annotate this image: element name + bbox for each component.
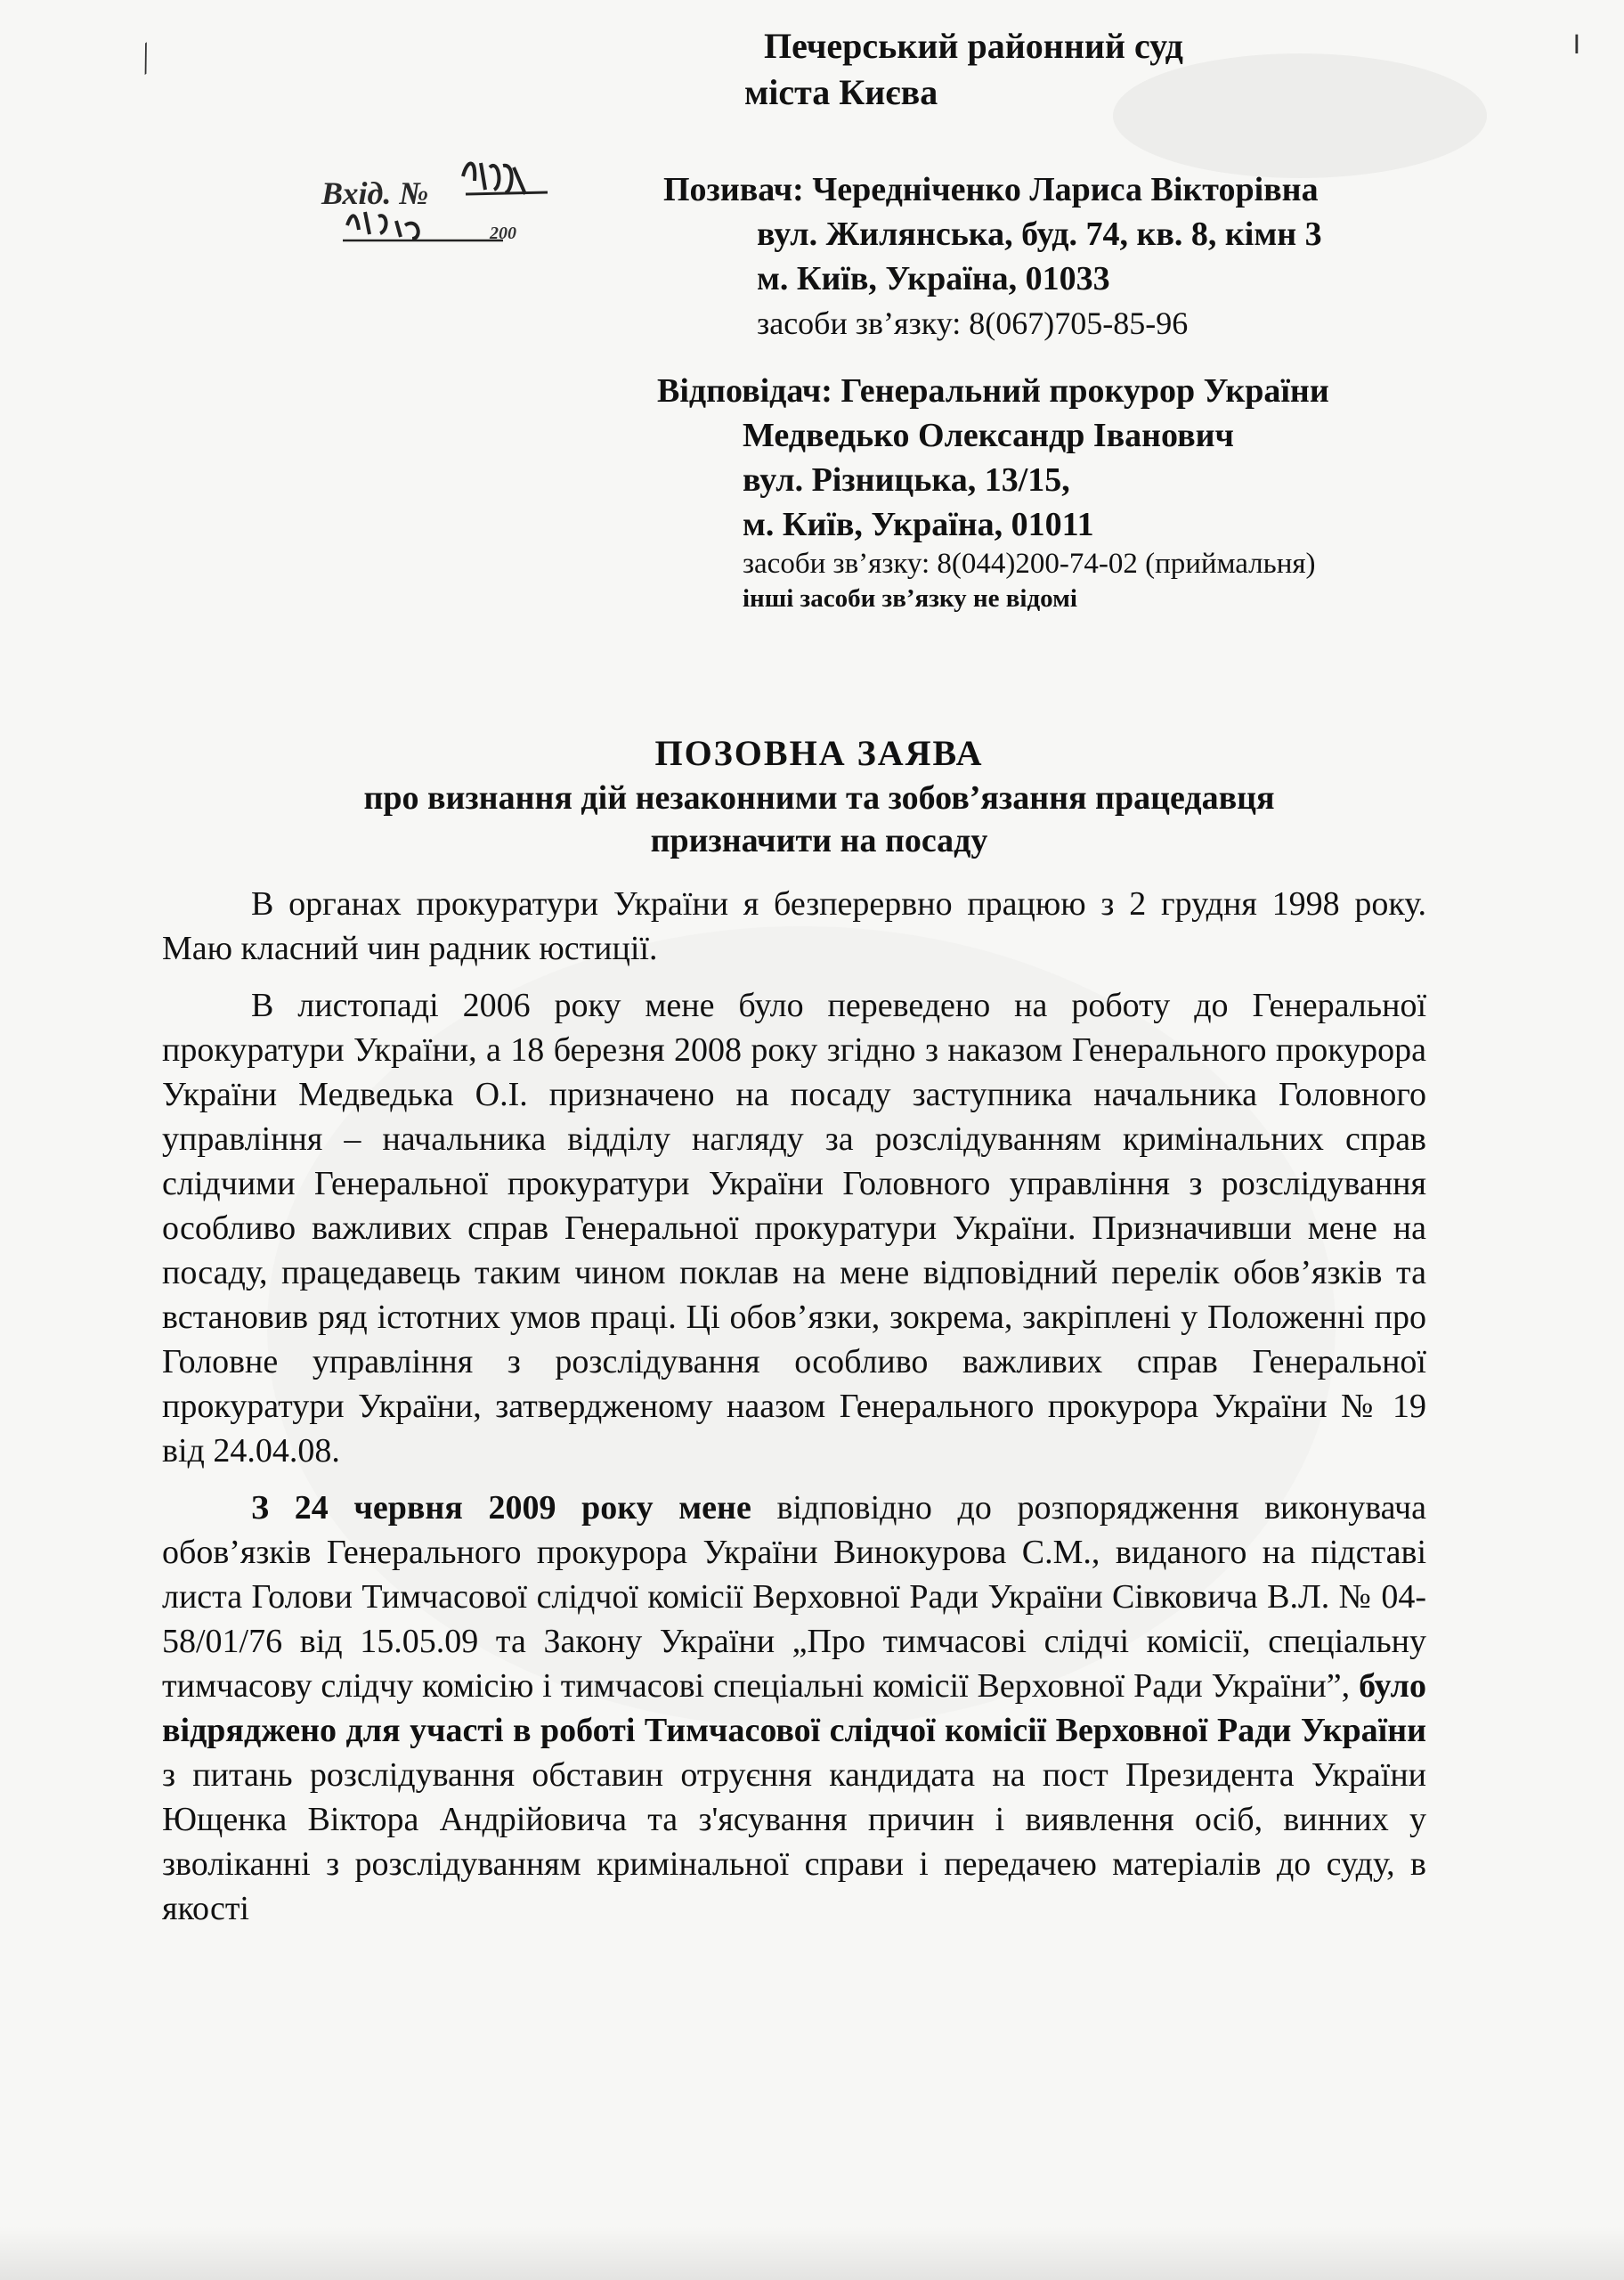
- document-body: [162, 882, 1426, 1943]
- paragraph-3-part2: з питань розслідування обставин отруєння кандидата на пост Президента України Ющенка Віктора Андрійовича та з'ясування причин і виявлення осіб, винних у зволіканні з розслідуванням кримінальної справи і передачею матеріалів до суду, в якості: [162, 1756, 1426, 1927]
- defendant-address-street: вул. Різницька, 13/15,: [743, 461, 1070, 499]
- handwritten-stamp-number-icon: [316, 141, 583, 265]
- plaintiff-heading: Позивач:: [663, 171, 804, 208]
- paragraph-3-bold-start: З 24 червня 2009 року мене: [251, 1489, 751, 1527]
- defendant-contact: засоби зв’язку: 8(044)200-74-02 (приймальня): [743, 548, 1316, 580]
- plaintiff-address-city: м. Київ, Україна, 01033: [757, 260, 1110, 297]
- plaintiff-contact: засоби зв’язку: 8(067)705-85-96: [757, 305, 1189, 341]
- defendant-other-contact: інші засоби зв’язку не відомі: [743, 584, 1077, 613]
- plaintiff-block: [663, 167, 1322, 346]
- court-header: [744, 23, 1298, 116]
- defendant-name: Медведько Олександр Іванович: [743, 417, 1234, 454]
- paragraph-2: В листопаді 2006 року мене було переведено на роботу до Генеральної прокуратури України, а 18 березня 2008 року згідно з наказом Генерального прокурора України Медведька О.І. призначено на посаду заступника начальника Головного управління – начальника відділу нагляду за розслідуванням кримінальних справ слідчими Генеральної прокуратури України Головного управління з розслідування особливо важливих справ Генеральної прокуратури України. Призначивши мене на посаду, працедавець таким чином поклав на мене відповідний перелік обов’язків та встановив ряд істотних умов праці. Ці обов’язки, зокрема, закріплені у Положенні про Головне управління з розслідування особливо важливих справ Генеральної прокуратури України, затвердженому наазом Генерального прокурора України № 19 від 24.04.08.: [162, 987, 1426, 1470]
- document-title: [160, 730, 1478, 862]
- paragraph-3-part1: відповідно до розпорядження виконувача обов’язків Генерального прокурора України Винокурова С.М., виданого на підставі листа Голови Тимчасової слідчої комісії Верховної Ради України Сівковича В.Л. № 04-58/01/76 від 15.05.09 та Закону України „Про тимчасові слідчі комісії, спеціальну тимчасову слідчу комісію і тимчасові спеціальні комісії Верховної Ради України”,: [162, 1489, 1426, 1705]
- paragraph-1: В органах прокуратури України я безперервно працюю з 2 грудня 1998 року. Маю класний чин радник юстиції.: [162, 885, 1426, 967]
- defendant-block: [657, 369, 1329, 615]
- defendant-address-city: м. Київ, Україна, 01011: [743, 506, 1094, 543]
- court-name: Печерський районний суд: [764, 26, 1183, 66]
- pen-mark: ╷: [1567, 17, 1587, 53]
- paragraph-3: [162, 1486, 1426, 1931]
- defendant-heading: Відповідач:: [657, 372, 832, 410]
- incoming-stamp: [316, 141, 583, 265]
- plaintiff-address-street: вул. Жилянська, буд. 74, кв. 8, кімн 3: [757, 216, 1322, 253]
- stamp-label: Вхід. №: [321, 175, 429, 211]
- pen-mark: ⁄: [130, 38, 161, 78]
- document-subtitle-line2: призначити на посаду: [650, 822, 988, 859]
- paragraph-3-bold-mid: було відряджено для участі в роботі Тимчасової слідчої комісії Верховної Ради України: [162, 1667, 1426, 1749]
- document-subtitle-line1: про визнання дій незаконними та зобов’язання працедавця: [363, 779, 1275, 817]
- plaintiff-name: Чередніченко Лариса Вікторівна: [812, 171, 1319, 208]
- svg-text:200: 200: [490, 224, 516, 243]
- document-title-main: ПОЗОВНА ЗАЯВА: [654, 733, 984, 773]
- defendant-title: Генеральний прокурор України: [840, 372, 1329, 410]
- court-city: міста Києва: [744, 72, 938, 112]
